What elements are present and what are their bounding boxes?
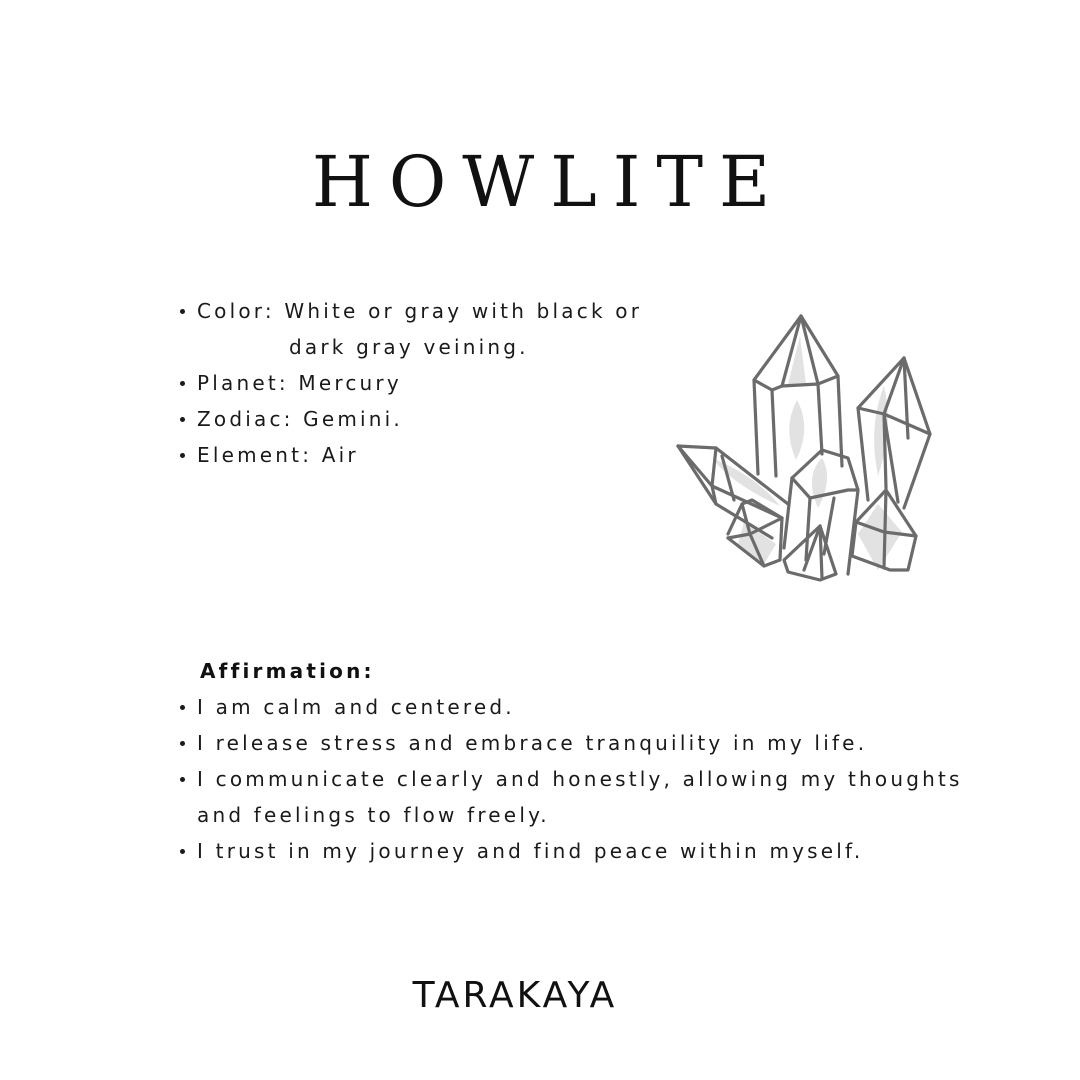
property-color (178, 293, 668, 365)
affirmation-heading: Affirmation: (200, 659, 375, 683)
affirmation-item: I am calm and centered. (178, 689, 998, 725)
property-zodiac: Zodiac: Gemini. (178, 401, 668, 437)
affirmation-item: I trust in my journey and find peace within myself. (178, 833, 998, 869)
page-title: HOWLITE (311, 141, 787, 223)
property-color-text-continued: dark gray veining. (289, 335, 529, 359)
properties-list (178, 293, 668, 473)
property-planet: Planet: Mercury (178, 365, 668, 401)
affirmation-item: I communicate clearly and honestly, allowing my thoughts and feelings to flow freely. (178, 761, 998, 833)
brand-name: TARAKAYA (412, 975, 618, 1016)
property-element: Element: Air (178, 437, 668, 473)
affirmation-list (178, 689, 998, 869)
affirmation-item: I release stress and embrace tranquility in my life. (178, 725, 998, 761)
crystal-cluster-icon (672, 308, 940, 590)
property-color-text: Color: White or gray with black or (197, 299, 643, 323)
